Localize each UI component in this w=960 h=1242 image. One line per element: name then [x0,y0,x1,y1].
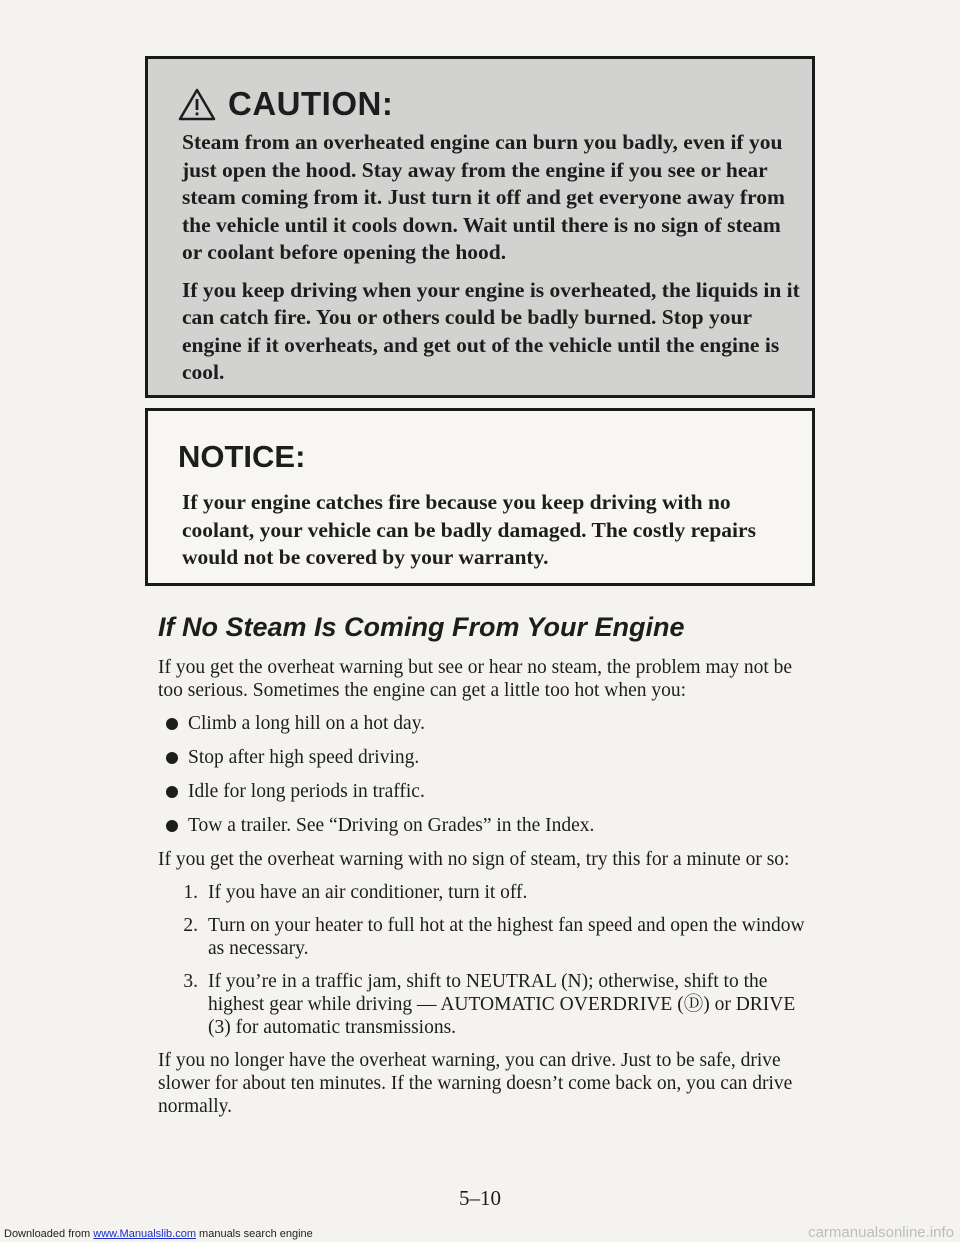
step-item [158,914,818,960]
caution-paragraph: If you keep driving when your engine is overheated, the liquids in it can catch fire. You or others could be badly burned. Stop your engine if it overheats, and get out of the vehicle until the engine is cool. [182,277,800,384]
step-item [158,881,818,904]
list-item [158,814,818,837]
closing-paragraph: If you no longer have the overheat warning, you can drive. Just to be safe, drive slower for about ten minutes. If the warning doesn’t come back on, you can drive normally. [158,1050,793,1117]
caution-paragraph: Steam from an overheated engine can burn you badly, even if you just open the hood. Stay away from the engine if you see or hear steam coming from it. Just turn it off and get everyone away from the vehicle until it cools down. Wait until there is no sign of steam or coolant before opening the hood. [182,130,785,264]
list-item-text: Tow a trailer. See “Driving on Grades” in the Index. [188,815,595,836]
caution-text [182,129,802,397]
bullet-icon [166,820,178,832]
notice-box [145,408,815,586]
step-number: 3. [183,971,198,992]
list-item-text: Idle for long periods in traffic. [188,781,425,802]
list-item [158,780,818,803]
notice-title: NOTICE: [178,439,306,474]
step-item [158,970,818,1039]
download-footer [4,1228,313,1240]
intro-paragraph: If you get the overheat warning but see or hear no steam, the problem may not be too serious. Sometimes the engine can get a little too hot when you: [158,657,793,701]
footer-prefix: Downloaded from [4,1228,91,1240]
steps-intro-paragraph: If you get the overheat warning with no sign of steam, try this for a minute or so: [158,849,790,870]
bullet-icon [166,786,178,798]
watermark: carmanualsonline.info [808,1224,954,1241]
caution-header [178,85,393,123]
list-item-text: Stop after high speed driving. [188,747,420,768]
caution-box [145,56,815,398]
section-heading: If No Steam Is Coming From Your Engine [158,612,685,642]
list-item-text: Climb a long hill on a hot day. [188,713,426,734]
numbered-steps [158,881,818,1039]
warning-triangle-icon [178,87,216,121]
bullet-icon [166,752,178,764]
bullet-icon [166,718,178,730]
bullet-list [158,712,818,837]
list-item [158,746,818,769]
notice-text: If your engine catches fire because you keep driving with no coolant, your vehicle can be badly damaged. The costly repairs would not be covered by your warranty. [182,490,756,569]
caution-title: CAUTION: [228,85,394,122]
step-number: 1. [183,882,198,903]
step-text: If you have an air conditioner, turn it off. [208,882,528,903]
step-text: Turn on your heater to full hot at the highest fan speed and open the window as necessary. [208,915,805,959]
section-content [158,656,818,1128]
step-number: 2. [183,915,198,936]
step-text: If you’re in a traffic jam, shift to NEUTRAL (N); otherwise, shift to the highest gear while driving — AUTOMATIC OVERDRIVE (Ⓓ) or DRIVE (3) for automatic transmissions. [208,971,796,1038]
page-number: 5–10 [459,1186,501,1210]
footer-suffix: manuals search engine [199,1228,313,1240]
manualslib-link[interactable]: www.Manualslib.com [93,1228,196,1240]
list-item [158,712,818,735]
